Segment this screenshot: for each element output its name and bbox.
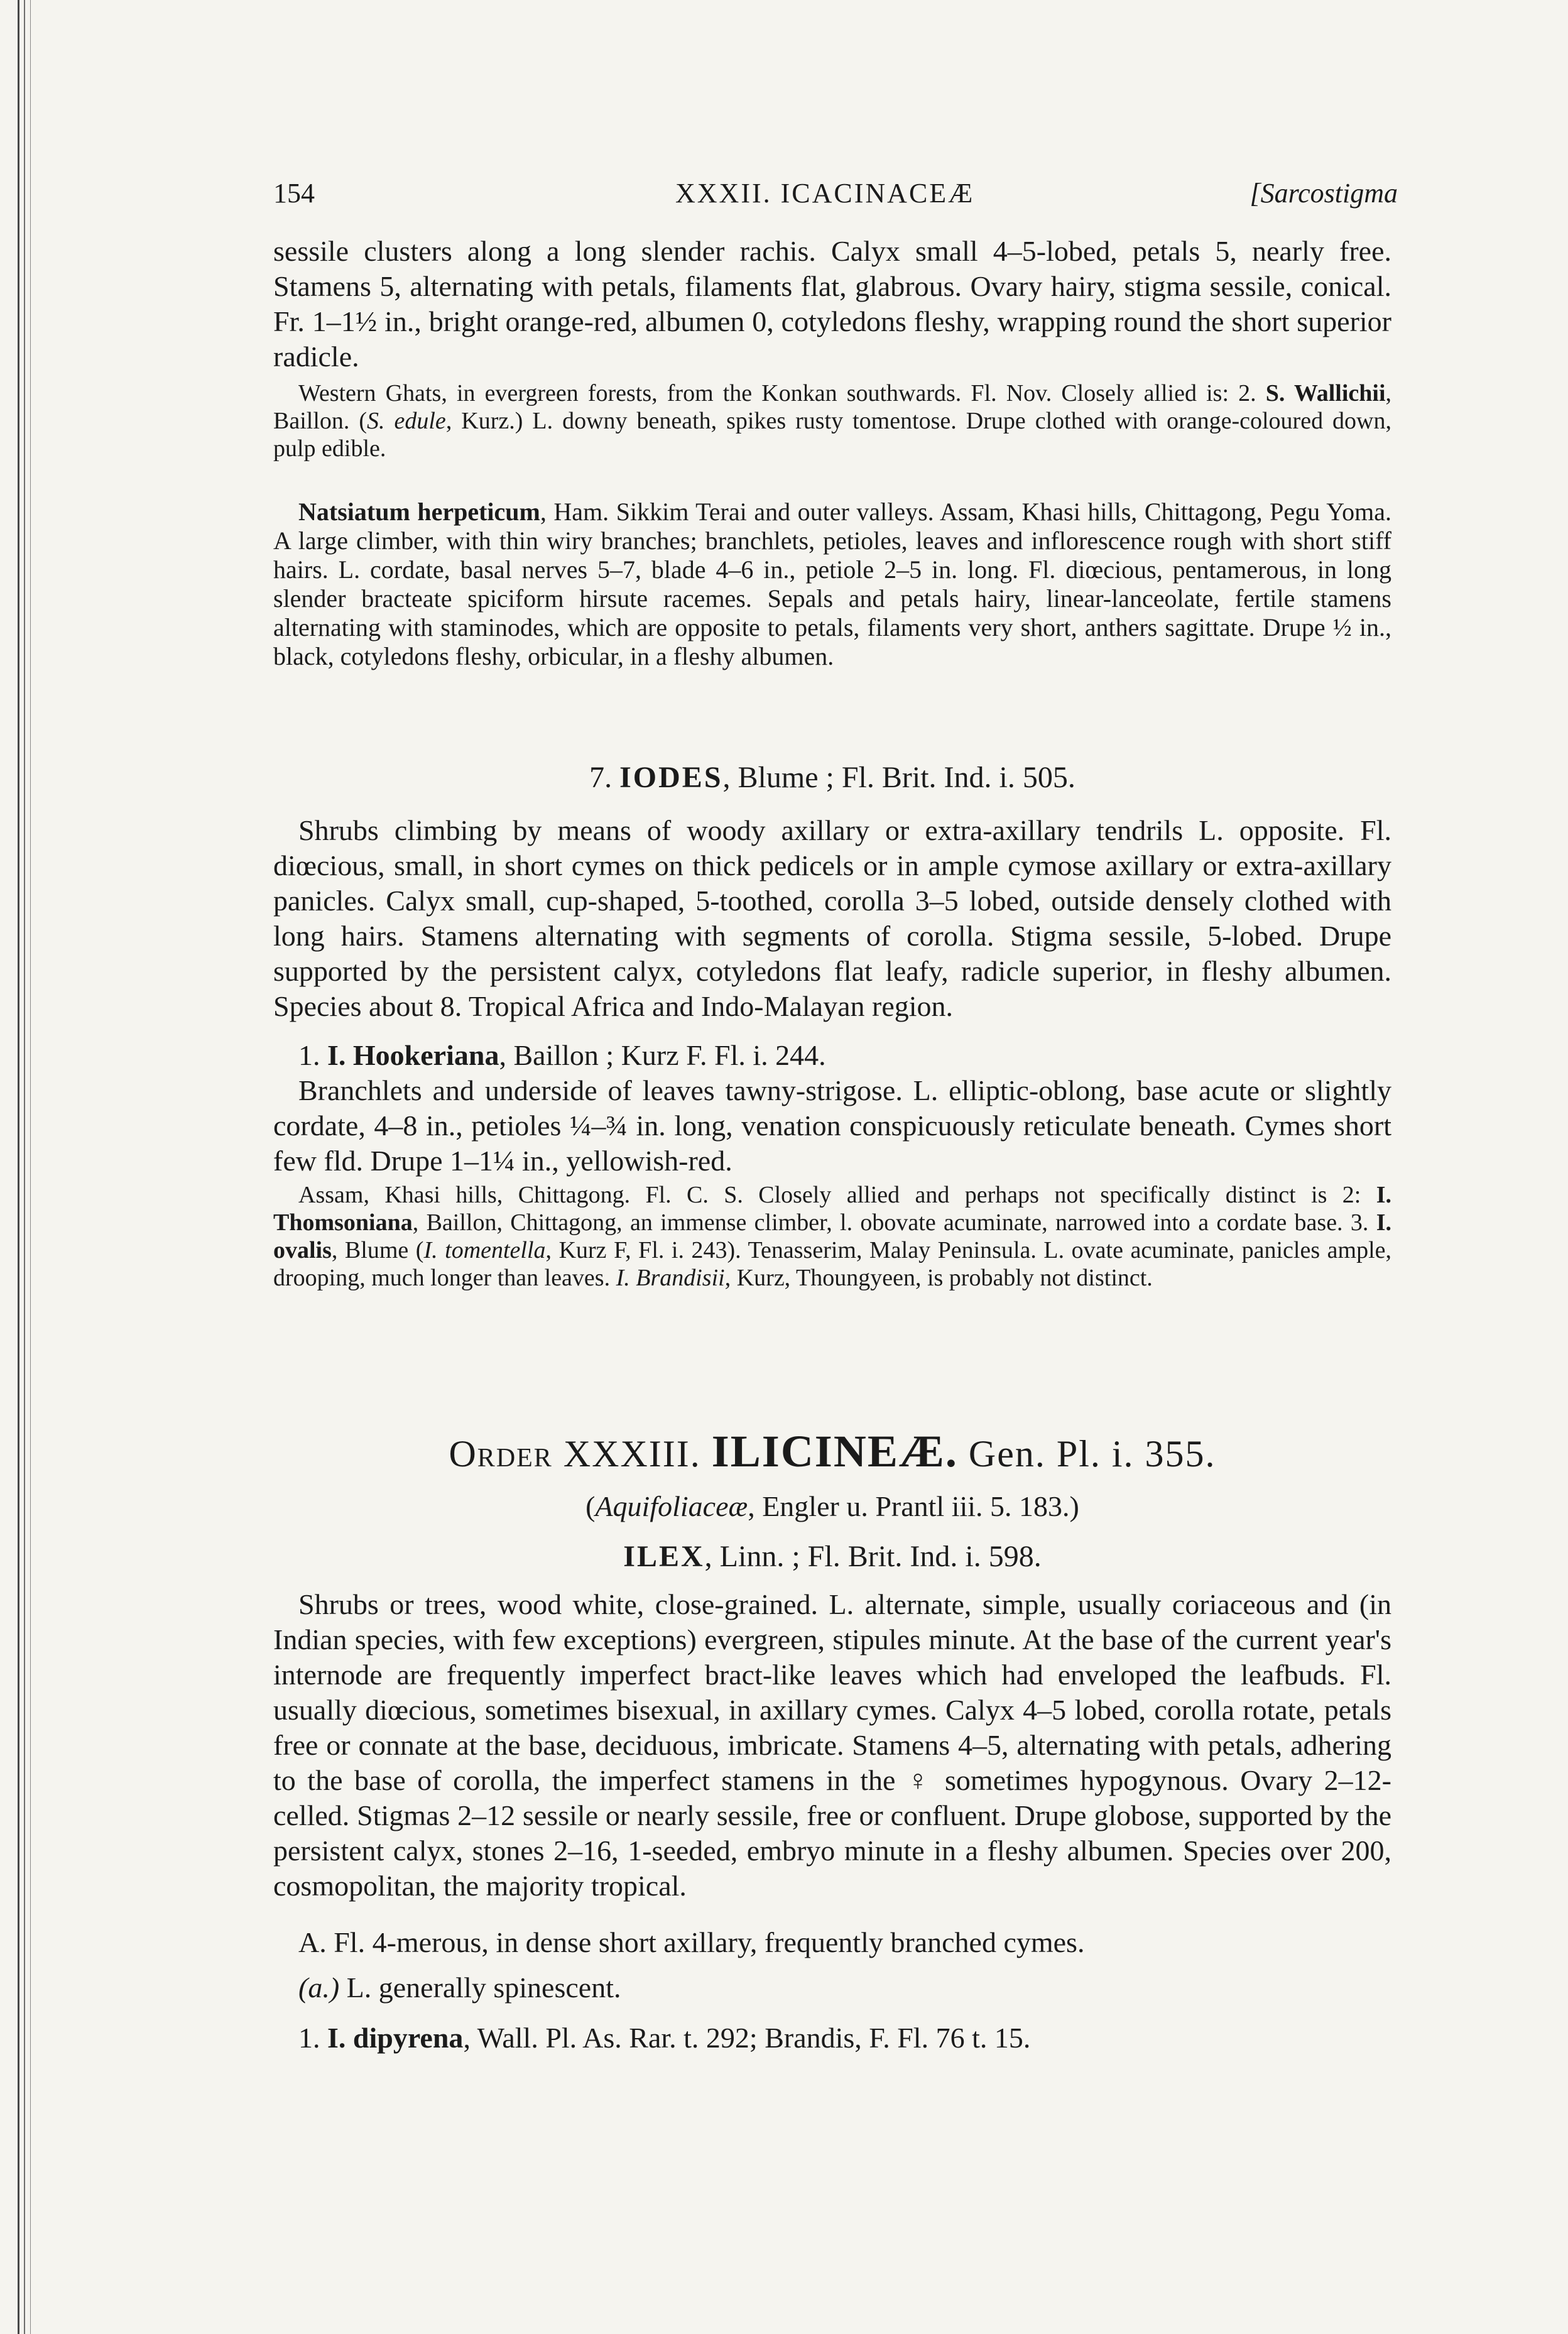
natsiatum-paragraph: Natsiatum herpeticum, Ham. Sikkim Terai and outer valleys. Assam, Khasi hills, Chittagong, Pegu Yoma. A large climber, with thin wiry branches; branchlets, petioles, leaves and inflorescence rough with short stiff hairs. L. cordate, basal nerves 5–7, blade 4–6 in., petiole 2–5 in. long. Fl. diœcious, pentamerous, in long slender bracteate spiciform hirsute racemes. Sepals and petals hairy, linear-lanceolate, fertile stamens alternating with staminodes, which are opposite to petals, filaments very short, anthers sagittate. Drupe ½ in., black, cotyledons fleshy, orbicular, in a fleshy albumen. bbox=[273, 498, 1392, 670]
ilex-key-a-sub: (a.) L. generally spinescent. bbox=[298, 1971, 621, 2004]
running-head bbox=[273, 177, 1398, 221]
iodes-section bbox=[273, 759, 1391, 1292]
iodes-species-note: Assam, Khasi hills, Chittagong. Fl. C. S. Closely allied and perhaps not specifically distinct is 2: I. Thomsoniana, Baillon, Chittagong, an immense climber, l. obovate acuminate, narrowed into a cordate base. 3. I. ovalis, Blume (I. tomentella, Kurz F, Fl. i. 243). Tenasserim, Malay Peninsula. L. ovate acuminate, panicles ample, drooping, much longer than leaves. I. Brandisii, Kurz, Thoungyeen, is probably not distinct. bbox=[273, 1182, 1392, 1291]
iodes-species-heading: 1. I. Hookeriana, Baillon ; Kurz F. Fl. i. 244. bbox=[298, 1039, 826, 1071]
ilex-description: Shrubs or trees, wood white, close-grained. L. alternate, simple, usually coriaceous and (in Indian species, with few exceptions) evergreen, stipules minute. At the base of the current year's internode are frequently imperfect bract-like leaves which had enveloped the leafbuds. Fl. usually diœcious, sometimes bisexual, in axillary cymes. Calyx 4–5 lobed, corolla rotate, petals free or connate at the base, deciduous, imbricate. Stamens 4–5, alternating with petals, adhering to the base of corolla, the imperfect stamens in the ♀ sometimes hypogynous. Ovary 2–12-celled. Stigmas 2–12 sessile or nearly sessile, free or confluent. Drupe globose, supported by the persistent calyx, stones 2–16, 1-seeded, embryo minute in a fleshy albumen. Species over 200, cosmopolitan, the majority tropical. bbox=[273, 1588, 1391, 1902]
order-alt-name: (Aquifoliaceæ, Engler u. Prantl iii. 5. 183.) bbox=[585, 1490, 1079, 1522]
iodes-species-name: I. Hookeriana bbox=[327, 1039, 499, 1071]
ilex-key-a: A. Fl. 4-merous, in dense short axillary, frequently branched cymes. bbox=[298, 1926, 1085, 1958]
ilex-heading: ILEX, Linn. ; Fl. Brit. Ind. i. 598. bbox=[623, 1540, 1042, 1573]
sarcostigma-distribution: Western Ghats, in evergreen forests, from the Konkan southwards. Fl. Nov. Closely allied is: 2. S. Wallichii, Baillon. (S. edule, Kurz.) L. downy beneath, spikes rusty tomentose. Drupe clothed with orange-coloured down, pulp edible. bbox=[273, 380, 1392, 462]
iodes-heading: 7. IODES, Blume ; Fl. Brit. Ind. i. 505. bbox=[589, 761, 1075, 794]
allied-species-name: S. Wallichii bbox=[1265, 380, 1386, 406]
ilex-species-name: I. dipyrena bbox=[327, 2022, 464, 2054]
natsiatum-name: Natsiatum herpeticum bbox=[298, 498, 540, 526]
order-name: ILICINEÆ. bbox=[711, 1426, 958, 1476]
sarcostigma-description: sessile clusters along a long slender rachis. Calyx small 4–5-lobed, petals 5, nearly free. Stamens 5, alternating with petals, filaments flat, glabrous. Ovary hairy, stigma sessile, conical. Fr. 1–1½ in., bright orange-red, albumen 0, cotyledons fleshy, wrapping round the short superior radicle. bbox=[273, 235, 1391, 373]
order-heading: Order XXXIII. ILICINEÆ. Gen. Pl. i. 355. bbox=[449, 1426, 1216, 1476]
sarcostigma-section bbox=[273, 234, 1391, 462]
iodes-species-description: Branchlets and underside of leaves tawny-strigose. L. elliptic-oblong, base acute or slightly cordate, 4–8 in., petioles ¼–¾ in. long, venation conspicuously reticulate beneath. Cymes short few fld. Drupe 1–1¼ in., yellowish-red. bbox=[273, 1074, 1391, 1177]
page-number: 154 bbox=[273, 178, 315, 209]
ilex-species-heading: 1. I. dipyrena, Wall. Pl. As. Rar. t. 292; Brandis, F. Fl. 76 t. 15. bbox=[298, 2022, 1031, 2054]
binding-edge bbox=[18, 0, 36, 2334]
chapter-title: XXXII. ICACINACEÆ bbox=[675, 178, 975, 209]
natsiatum-section bbox=[273, 498, 1391, 671]
genus-reference: [Sarcostigma bbox=[1250, 178, 1398, 209]
iodes-description: Shrubs climbing by means of woody axillary or extra-axillary tendrils L. opposite. Fl. diœcious, small, in short cymes on thick pedicels or in ample cymose axillary or extra-axillary panicles. Calyx small, cup-shaped, 5-toothed, corolla 3–5 lobed, outside densely clothed with long hairs. Stamens alternating with segments of corolla. Stigma sessile, 5-lobed. Drupe supported by the persistent calyx, cotyledons flat leafy, radicle superior, in fleshy albumen. Species about 8. Tropical Africa and Indo-Malayan region. bbox=[273, 814, 1391, 1022]
order-section bbox=[273, 1426, 1391, 2056]
